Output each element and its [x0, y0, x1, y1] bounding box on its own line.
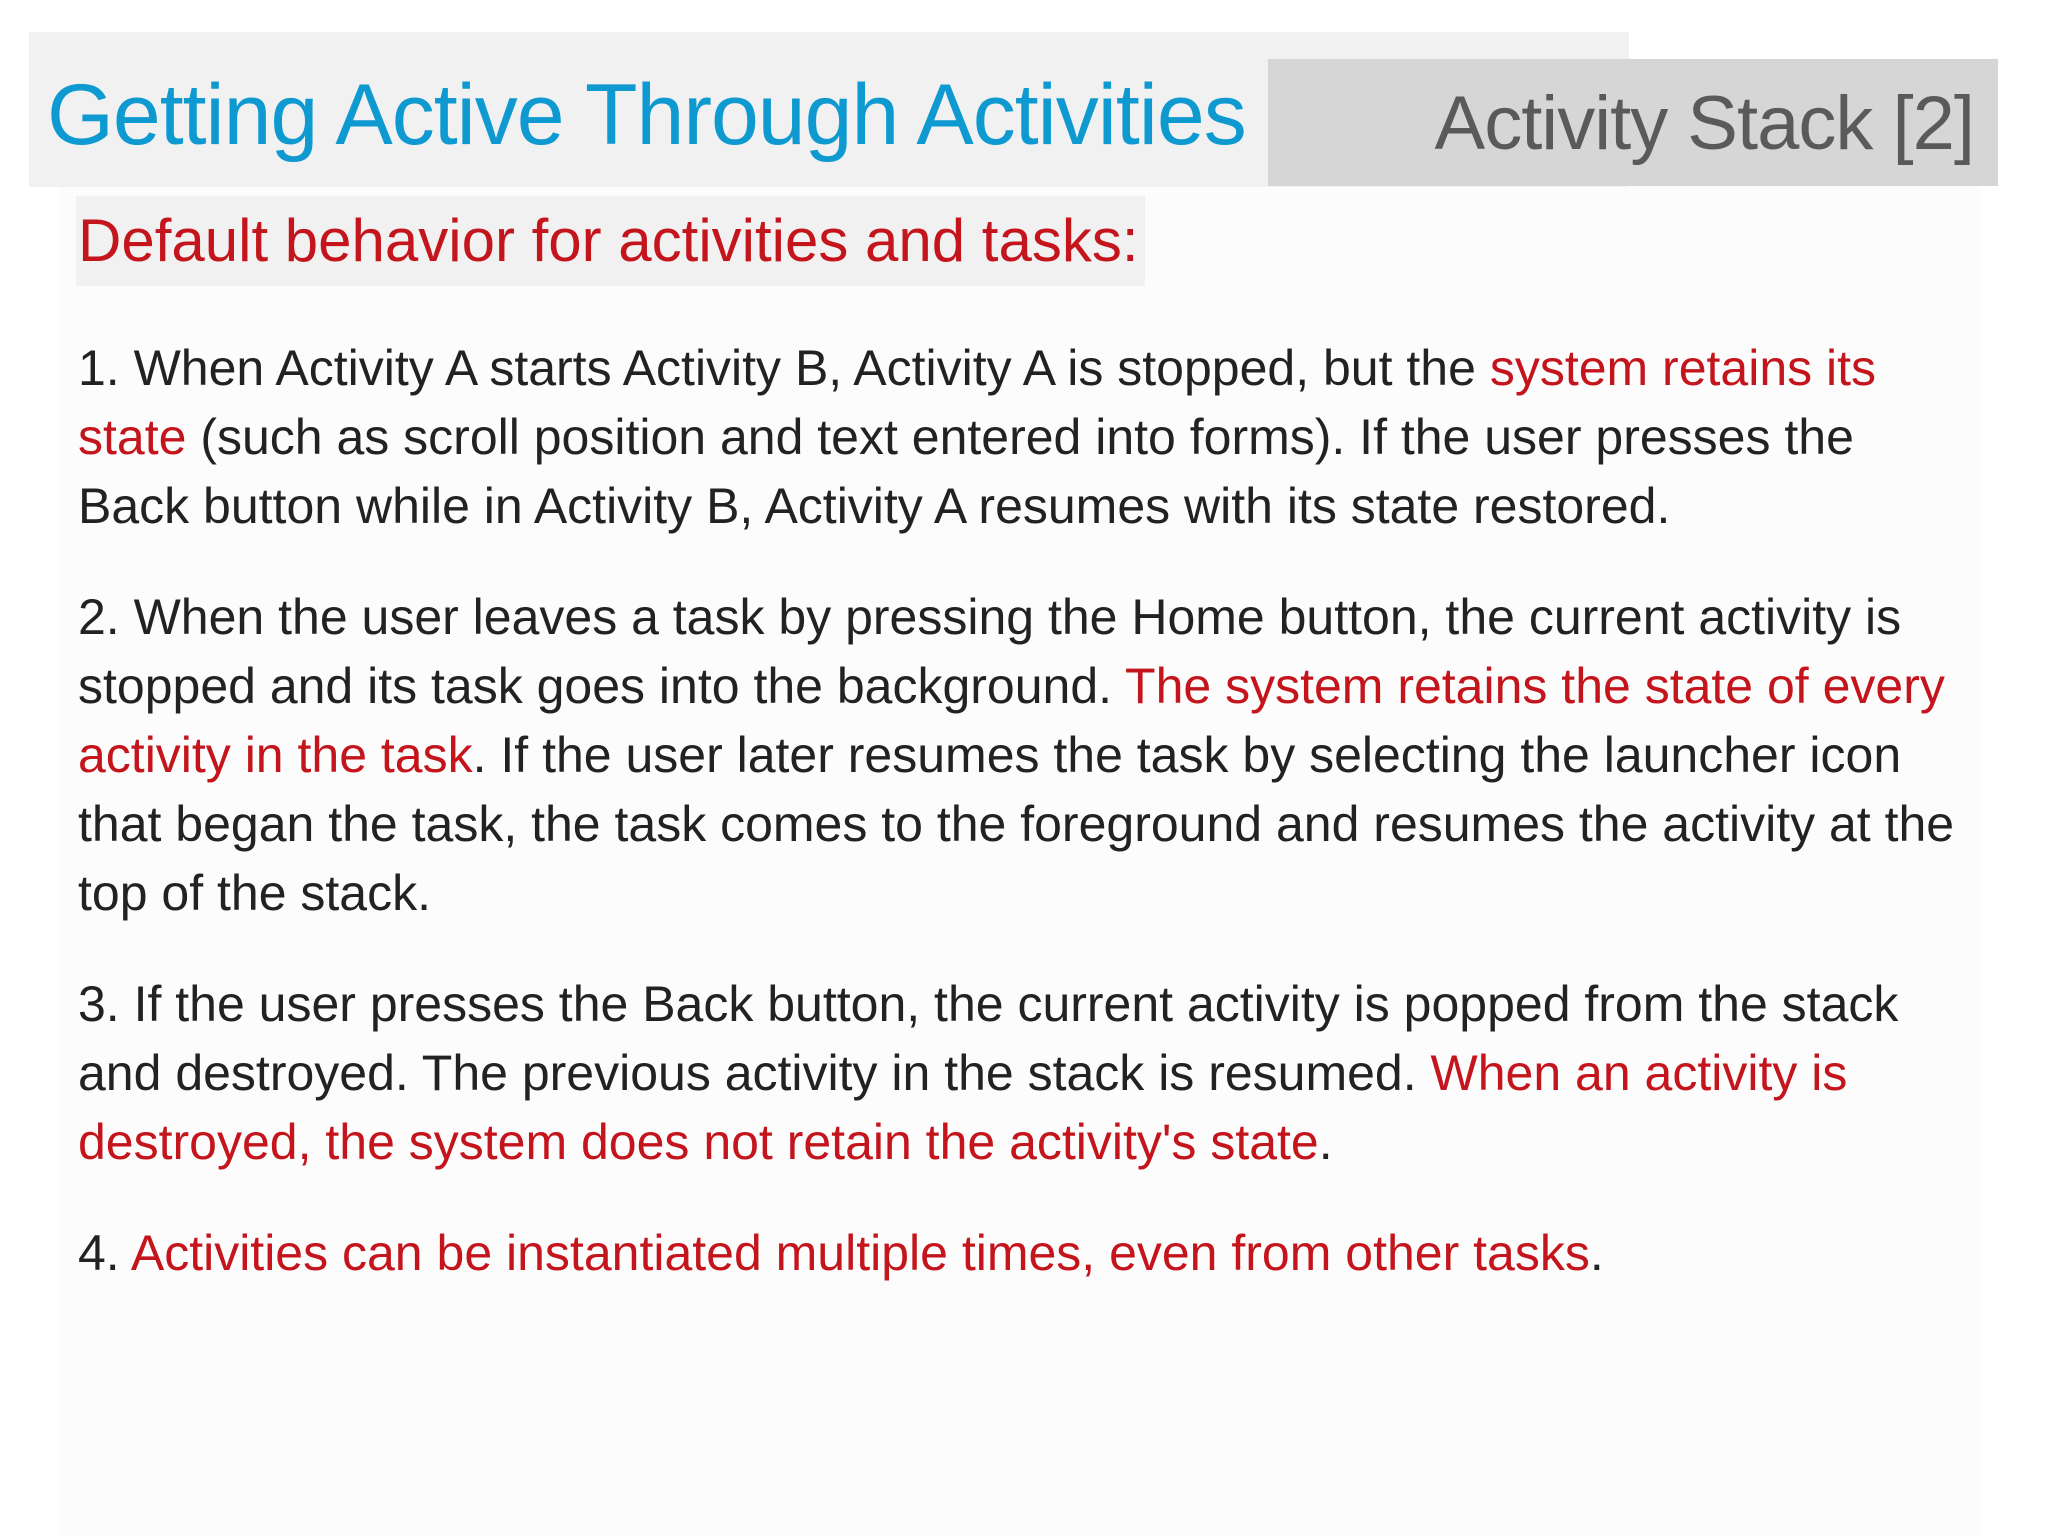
- list-item-2: [78, 583, 1978, 928]
- point-text: When Activity A starts Activity B, Activity A is stopped, but the: [133, 340, 1476, 396]
- subheading: Default behavior for activities and tasks:: [76, 196, 1145, 286]
- point-number: 3.: [78, 976, 120, 1032]
- list-item-3: [78, 970, 1978, 1177]
- point-highlight: system retains its state: [78, 340, 1877, 465]
- point-number: 4.: [78, 1225, 120, 1281]
- point-number: 2.: [78, 589, 120, 645]
- point-text: . If the user later resumes the task by selecting the launcher icon that began the task, the task comes to the foreground and resumes the activity at the top of the stack.: [78, 727, 1955, 921]
- list-item-1: [78, 334, 1978, 541]
- point-text: (such as scroll position and text entered into forms). If the user presses the Back button while in Activity B, Activity A resumes with its state restored.: [78, 409, 1854, 534]
- section-title: Activity Stack [2]: [1434, 81, 1974, 166]
- point-highlight: The system retains the state of every activity in the task: [78, 658, 1945, 783]
- point-text: If the user presses the Back button, the current activity is popped from the stack and destroyed. The previous activity in the stack is resumed.: [78, 976, 1899, 1101]
- point-highlight: When an activity is destroyed, the system does not retain the activity's state: [78, 1045, 1848, 1170]
- point-highlight: Activities can be instantiated multiple times, even from other tasks: [130, 1225, 1590, 1281]
- point-text: When the user leaves a task by pressing the Home button, the current activity is stopped and its task goes into the background.: [78, 589, 1902, 714]
- point-text: .: [1318, 1114, 1333, 1170]
- section-tab: [1268, 59, 1998, 186]
- point-number: 1.: [78, 340, 120, 396]
- points-list: [78, 334, 1978, 1330]
- list-item-4: [78, 1219, 1978, 1288]
- page-title: Getting Active Through Activities: [47, 67, 1246, 163]
- point-text: .: [1589, 1225, 1604, 1281]
